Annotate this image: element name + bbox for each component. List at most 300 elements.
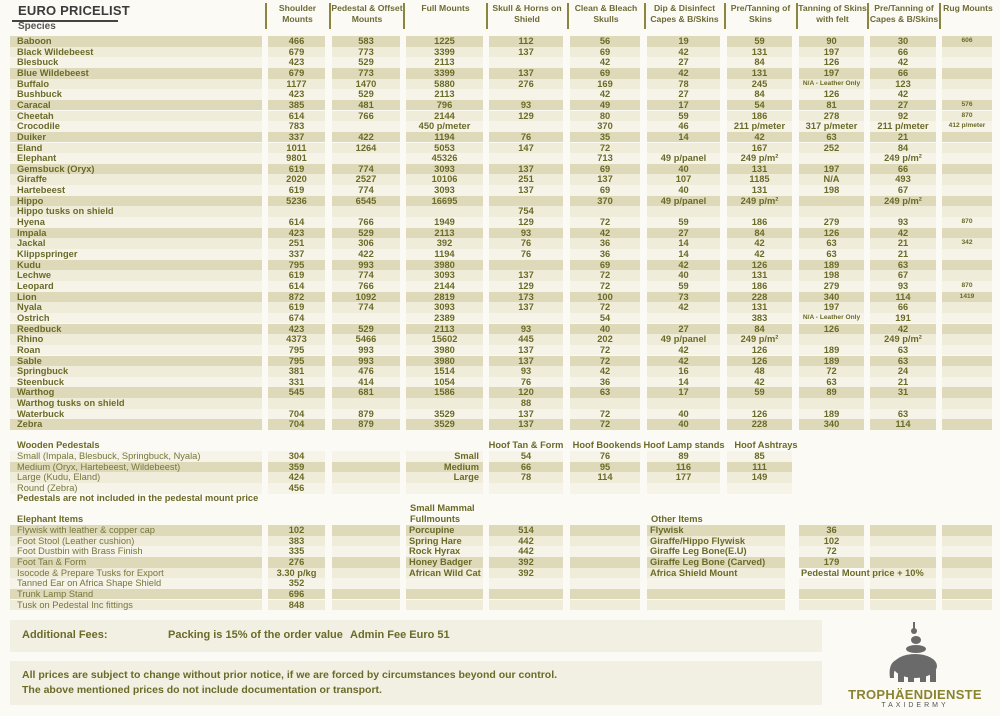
price-cell	[406, 206, 483, 217]
price-cell: 42	[727, 377, 792, 388]
price-cell: 137	[489, 68, 563, 79]
table-cell	[332, 483, 400, 494]
price-cell: 423	[268, 228, 325, 239]
price-cell: 59	[727, 36, 792, 47]
table-cell: 352	[268, 578, 325, 589]
table-cell	[647, 600, 785, 611]
price-cell	[942, 68, 992, 79]
price-cell: 167	[727, 143, 792, 154]
price-cell	[870, 206, 936, 217]
price-cell: 126	[799, 89, 864, 100]
table-cell	[332, 557, 400, 568]
table-row	[10, 89, 992, 100]
price-cell	[942, 345, 992, 356]
price-cell: 189	[799, 356, 864, 367]
table-cell: 78	[489, 472, 563, 483]
price-cell: 423	[268, 324, 325, 335]
table-cell	[942, 525, 992, 536]
price-cell	[942, 228, 992, 239]
table-cell: 54	[489, 451, 563, 462]
price-cell: 42	[570, 366, 640, 377]
price-cell	[489, 196, 563, 207]
price-cell: 614	[268, 217, 325, 228]
price-cell: 251	[268, 238, 325, 249]
price-cell	[799, 334, 864, 345]
price-cell: 40	[647, 164, 720, 175]
price-cell: 252	[799, 143, 864, 154]
price-cell: 9801	[268, 153, 325, 164]
price-cell: 72	[570, 302, 640, 313]
pedestal-note: Pedestals are not included in the pedestal mount price	[17, 493, 259, 503]
price-cell: 1225	[406, 36, 483, 47]
price-cell: 476	[332, 366, 400, 377]
table-row	[10, 111, 992, 122]
price-cell: 36	[570, 377, 640, 388]
price-cell: 993	[332, 345, 400, 356]
table-row	[10, 578, 992, 589]
table-cell	[799, 589, 864, 600]
price-cell: 42	[870, 57, 936, 68]
elephant-item-label: Trunk Lamp Stand	[10, 589, 262, 600]
price-cell	[942, 334, 992, 345]
table-cell: African Wild Cat	[406, 568, 483, 579]
price-cell: 129	[489, 281, 563, 292]
table-row	[10, 68, 992, 79]
price-cell: 40	[647, 270, 720, 281]
price-cell: 198	[799, 185, 864, 196]
price-cell: 3093	[406, 164, 483, 175]
table-cell: 66	[489, 462, 563, 473]
table-cell	[332, 589, 400, 600]
pedestal-label: Medium (Oryx, Hartebeest, Wildebeest)	[10, 462, 262, 473]
price-cell: 76	[489, 132, 563, 143]
price-cell	[489, 121, 563, 132]
table-cell	[799, 578, 864, 589]
price-cell: 49 p/panel	[647, 334, 720, 345]
price-cell: 422	[332, 249, 400, 260]
price-cell: 795	[268, 260, 325, 271]
price-cell: 1194	[406, 132, 483, 143]
species-name: Steenbuck	[10, 377, 262, 388]
price-cell	[570, 398, 640, 409]
price-cell: 1586	[406, 387, 483, 398]
table-cell: 696	[268, 589, 325, 600]
price-cell: 137	[489, 270, 563, 281]
price-cell: 92	[870, 111, 936, 122]
price-cell	[489, 153, 563, 164]
price-cell: 131	[727, 270, 792, 281]
column-header: Skull & Horns on Shield	[486, 3, 566, 29]
price-cell	[489, 313, 563, 324]
table-row	[10, 281, 992, 292]
price-cell	[799, 196, 864, 207]
price-cell: 619	[268, 302, 325, 313]
price-cell: 126	[799, 324, 864, 335]
price-cell: 69	[570, 260, 640, 271]
table-row	[10, 153, 992, 164]
fees-label: Additional Fees:	[22, 629, 108, 641]
price-cell: 72	[570, 356, 640, 367]
table-cell	[406, 589, 483, 600]
table-row	[10, 47, 992, 58]
species-name: Ostrich	[10, 313, 262, 324]
price-cell	[942, 47, 992, 58]
price-cell: 1419	[942, 292, 992, 303]
price-cell: 529	[332, 89, 400, 100]
price-cell: 129	[489, 111, 563, 122]
price-cell: 42	[870, 228, 936, 239]
table-cell: 383	[268, 536, 325, 547]
table-row	[10, 387, 992, 398]
table-cell	[332, 600, 400, 611]
footer-box	[10, 661, 822, 705]
price-cell: 583	[332, 36, 400, 47]
table-cell	[870, 525, 936, 536]
price-cell: 619	[268, 270, 325, 281]
table-row	[10, 472, 992, 483]
table-row	[10, 260, 992, 271]
price-cell: 126	[727, 345, 792, 356]
price-cell: 993	[332, 260, 400, 271]
price-cell: 137	[489, 302, 563, 313]
table-cell	[647, 589, 785, 600]
price-cell: 131	[727, 302, 792, 313]
price-cell: 137	[570, 174, 640, 185]
species-name: Elephant	[10, 153, 262, 164]
species-header: Species	[18, 21, 56, 32]
price-cell: 67	[870, 270, 936, 281]
price-cell: 679	[268, 68, 325, 79]
price-cell	[799, 398, 864, 409]
table-cell	[570, 568, 640, 579]
price-cell: 879	[332, 409, 400, 420]
price-cell	[647, 143, 720, 154]
price-cell: 423	[268, 89, 325, 100]
price-cell	[799, 153, 864, 164]
table-cell	[647, 483, 720, 494]
price-cell: 45326	[406, 153, 483, 164]
table-row	[10, 451, 992, 462]
price-cell: 93	[489, 228, 563, 239]
hoof-header: Hoof Ashtrays	[734, 440, 798, 450]
price-cell: 1264	[332, 143, 400, 154]
price-cell	[942, 409, 992, 420]
column-header: Pedestal & Offset Mounts	[329, 3, 403, 29]
section-title: Wooden Pedestals	[17, 440, 100, 450]
price-cell: 249 p/m²	[727, 196, 792, 207]
table-row	[10, 589, 992, 600]
table-row	[10, 557, 992, 568]
price-cell: 129	[489, 217, 563, 228]
price-cell: 529	[332, 57, 400, 68]
table-cell	[942, 600, 992, 611]
price-cell: 59	[647, 217, 720, 228]
price-cell: 17	[647, 387, 720, 398]
table-row	[10, 217, 992, 228]
table-cell: 848	[268, 600, 325, 611]
table-cell: 424	[268, 472, 325, 483]
price-cell: 278	[799, 111, 864, 122]
species-name: Warthog	[10, 387, 262, 398]
species-name: Zebra	[10, 419, 262, 430]
price-cell	[942, 174, 992, 185]
table-row	[10, 270, 992, 281]
price-cell: 606	[942, 36, 992, 47]
price-cell: 63	[870, 409, 936, 420]
price-cell: 228	[727, 292, 792, 303]
price-cell: 69	[570, 68, 640, 79]
price-cell: 76	[489, 249, 563, 260]
price-cell	[870, 398, 936, 409]
column-header: Full Mounts	[403, 3, 486, 29]
price-cell: 114	[870, 419, 936, 430]
table-cell: Porcupine	[406, 525, 483, 536]
price-cell	[489, 57, 563, 68]
price-cell: 2113	[406, 228, 483, 239]
price-cell: 84	[727, 57, 792, 68]
price-cell: 27	[647, 57, 720, 68]
price-cell: 331	[268, 377, 325, 388]
price-cell: 76	[489, 238, 563, 249]
table-row	[10, 292, 992, 303]
price-cell: 63	[570, 387, 640, 398]
species-name: Hippo tusks on shield	[10, 206, 262, 217]
price-cell: 3980	[406, 260, 483, 271]
table-cell: Small	[406, 451, 483, 462]
price-cell	[942, 164, 992, 175]
price-cell: 2144	[406, 281, 483, 292]
price-cell: 137	[489, 185, 563, 196]
price-cell	[268, 398, 325, 409]
price-cell	[942, 89, 992, 100]
price-cell: 69	[570, 164, 640, 175]
price-cell: 114	[870, 292, 936, 303]
price-cell: 123	[870, 79, 936, 90]
species-name: Springbuck	[10, 366, 262, 377]
table-cell: 359	[268, 462, 325, 473]
table-cell: 177	[647, 472, 720, 483]
price-cell: 63	[799, 249, 864, 260]
price-cell: 21	[870, 132, 936, 143]
price-cell: 3093	[406, 302, 483, 313]
species-name: Kudu	[10, 260, 262, 271]
price-cell: 54	[727, 100, 792, 111]
column-header: Shoulder Mounts	[265, 3, 328, 29]
price-cell: 197	[799, 164, 864, 175]
price-cell: 54	[570, 313, 640, 324]
price-cell: 112	[489, 36, 563, 47]
species-name: Klippspringer	[10, 249, 262, 260]
price-cell: 15602	[406, 334, 483, 345]
price-cell: 766	[332, 281, 400, 292]
price-cell: 228	[727, 419, 792, 430]
species-name: Leopard	[10, 281, 262, 292]
price-cell: 704	[268, 409, 325, 420]
price-cell: 6545	[332, 196, 400, 207]
price-cell	[942, 260, 992, 271]
price-cell: 186	[727, 111, 792, 122]
price-cell: 66	[870, 68, 936, 79]
price-cell: 67	[870, 185, 936, 196]
species-name: Lion	[10, 292, 262, 303]
price-cell: N/A - Leather Only	[799, 313, 864, 324]
species-name: Gemsbuck (Oryx)	[10, 164, 262, 175]
table-cell	[870, 557, 936, 568]
price-cell: 795	[268, 345, 325, 356]
table-cell: 3.30 p/kg	[268, 568, 325, 579]
pedestal-label: Small (Impala, Blesbuck, Springbuck, Nyala)	[10, 451, 262, 462]
price-cell: 3980	[406, 345, 483, 356]
table-cell	[332, 578, 400, 589]
price-cell: 766	[332, 217, 400, 228]
price-cell: 93	[489, 366, 563, 377]
table-cell: 89	[647, 451, 720, 462]
table-cell	[570, 483, 640, 494]
price-cell: 21	[870, 238, 936, 249]
price-cell: 3529	[406, 419, 483, 430]
price-cell: 72	[570, 270, 640, 281]
price-cell: 126	[727, 356, 792, 367]
price-cell: 137	[489, 47, 563, 58]
price-cell: 14	[647, 249, 720, 260]
table-cell	[870, 600, 936, 611]
price-cell: 93	[489, 100, 563, 111]
table-row	[10, 57, 992, 68]
table-cell	[870, 578, 936, 589]
price-cell: 392	[406, 238, 483, 249]
price-cell: 16695	[406, 196, 483, 207]
table-cell: 276	[268, 557, 325, 568]
elephant-item-label: Tanned Ear on Africa Shape Shield	[10, 578, 262, 589]
price-cell: 870	[942, 281, 992, 292]
footer-line-1: All prices are subject to change without prior notice, if we are forced by circumstances beyond our control.	[22, 669, 558, 681]
table-row	[10, 228, 992, 239]
price-cell: 49	[570, 100, 640, 111]
price-cell	[489, 260, 563, 271]
table-cell: 76	[570, 451, 640, 462]
price-cell: 72	[570, 281, 640, 292]
table-cell: Honey Badger	[406, 557, 483, 568]
table-cell: Flywisk	[647, 525, 785, 536]
table-cell: Africa Shield Mount	[647, 568, 785, 579]
logo-subtitle: TAXIDERMY	[881, 702, 949, 709]
price-cell: 40	[647, 419, 720, 430]
table-cell	[332, 546, 400, 557]
price-cell: 795	[268, 356, 325, 367]
price-cell: 2113	[406, 324, 483, 335]
column-header: Tanning of Skins with felt	[796, 3, 867, 29]
species-name: Baboon	[10, 36, 262, 47]
price-cell: 249 p/m²	[870, 334, 936, 345]
table-cell	[406, 578, 483, 589]
table-row	[10, 174, 992, 185]
other-item-price: Pedestal Mount price + 10%	[801, 567, 924, 578]
price-cell: 679	[268, 47, 325, 58]
price-cell: 27	[870, 100, 936, 111]
species-name: Cheetah	[10, 111, 262, 122]
price-cell: 614	[268, 281, 325, 292]
price-cell: 337	[268, 249, 325, 260]
price-cell: 423	[268, 57, 325, 68]
price-cell: 249 p/m²	[727, 334, 792, 345]
price-cell: 42	[647, 260, 720, 271]
table-cell	[332, 462, 400, 473]
table-cell: 442	[489, 536, 563, 547]
elephant-item-label: Tusk on Pedestal Inc fittings	[10, 600, 262, 611]
table-cell: 95	[570, 462, 640, 473]
price-cell	[942, 398, 992, 409]
elephant-stack-icon	[840, 620, 990, 682]
price-cell: 766	[332, 111, 400, 122]
price-cell: 14	[647, 132, 720, 143]
price-cell: 88	[489, 398, 563, 409]
price-cell: 42	[870, 89, 936, 100]
price-cell: 14	[647, 238, 720, 249]
price-cell: 30	[870, 36, 936, 47]
price-cell: 774	[332, 270, 400, 281]
table-cell	[570, 600, 640, 611]
price-cell: 42	[570, 228, 640, 239]
price-cell: 1177	[268, 79, 325, 90]
table-cell: 111	[727, 462, 792, 473]
price-cell: 993	[332, 356, 400, 367]
price-cell: 5880	[406, 79, 483, 90]
price-cell	[647, 313, 720, 324]
table-cell	[570, 557, 640, 568]
price-cell: 63	[799, 132, 864, 143]
section-title: Elephant Items	[17, 514, 84, 524]
table-row	[10, 483, 992, 494]
price-cell: 306	[332, 238, 400, 249]
species-name: Eland	[10, 143, 262, 154]
price-cell: 72	[570, 409, 640, 420]
price-cell: 870	[942, 217, 992, 228]
price-cell: 14	[647, 377, 720, 388]
species-name: Caracal	[10, 100, 262, 111]
table-cell: 514	[489, 525, 563, 536]
table-row	[10, 302, 992, 313]
price-cell: 774	[332, 164, 400, 175]
price-cell	[942, 153, 992, 164]
price-cell: 46	[647, 121, 720, 132]
table-cell	[332, 568, 400, 579]
price-cell: 342	[942, 238, 992, 249]
table-row	[10, 377, 992, 388]
table-row	[10, 100, 992, 111]
price-cell: 137	[489, 164, 563, 175]
table-row	[10, 334, 992, 345]
price-cell: 21	[870, 249, 936, 260]
price-cell: 63	[799, 238, 864, 249]
price-cell: 276	[489, 79, 563, 90]
price-cell: 783	[268, 121, 325, 132]
price-cell: N/A - Leather Only	[799, 79, 864, 90]
table-cell	[406, 483, 483, 494]
table-row	[10, 462, 992, 473]
species-name: Hyena	[10, 217, 262, 228]
price-cell	[942, 324, 992, 335]
price-cell: 5466	[332, 334, 400, 345]
table-row	[10, 196, 992, 207]
price-cell: 381	[268, 366, 325, 377]
price-cell: 197	[799, 302, 864, 313]
price-cell: 1054	[406, 377, 483, 388]
price-cell: 445	[489, 334, 563, 345]
price-cell: 56	[570, 36, 640, 47]
price-cell: 681	[332, 387, 400, 398]
price-cell: 614	[268, 111, 325, 122]
price-cell: 42	[870, 324, 936, 335]
